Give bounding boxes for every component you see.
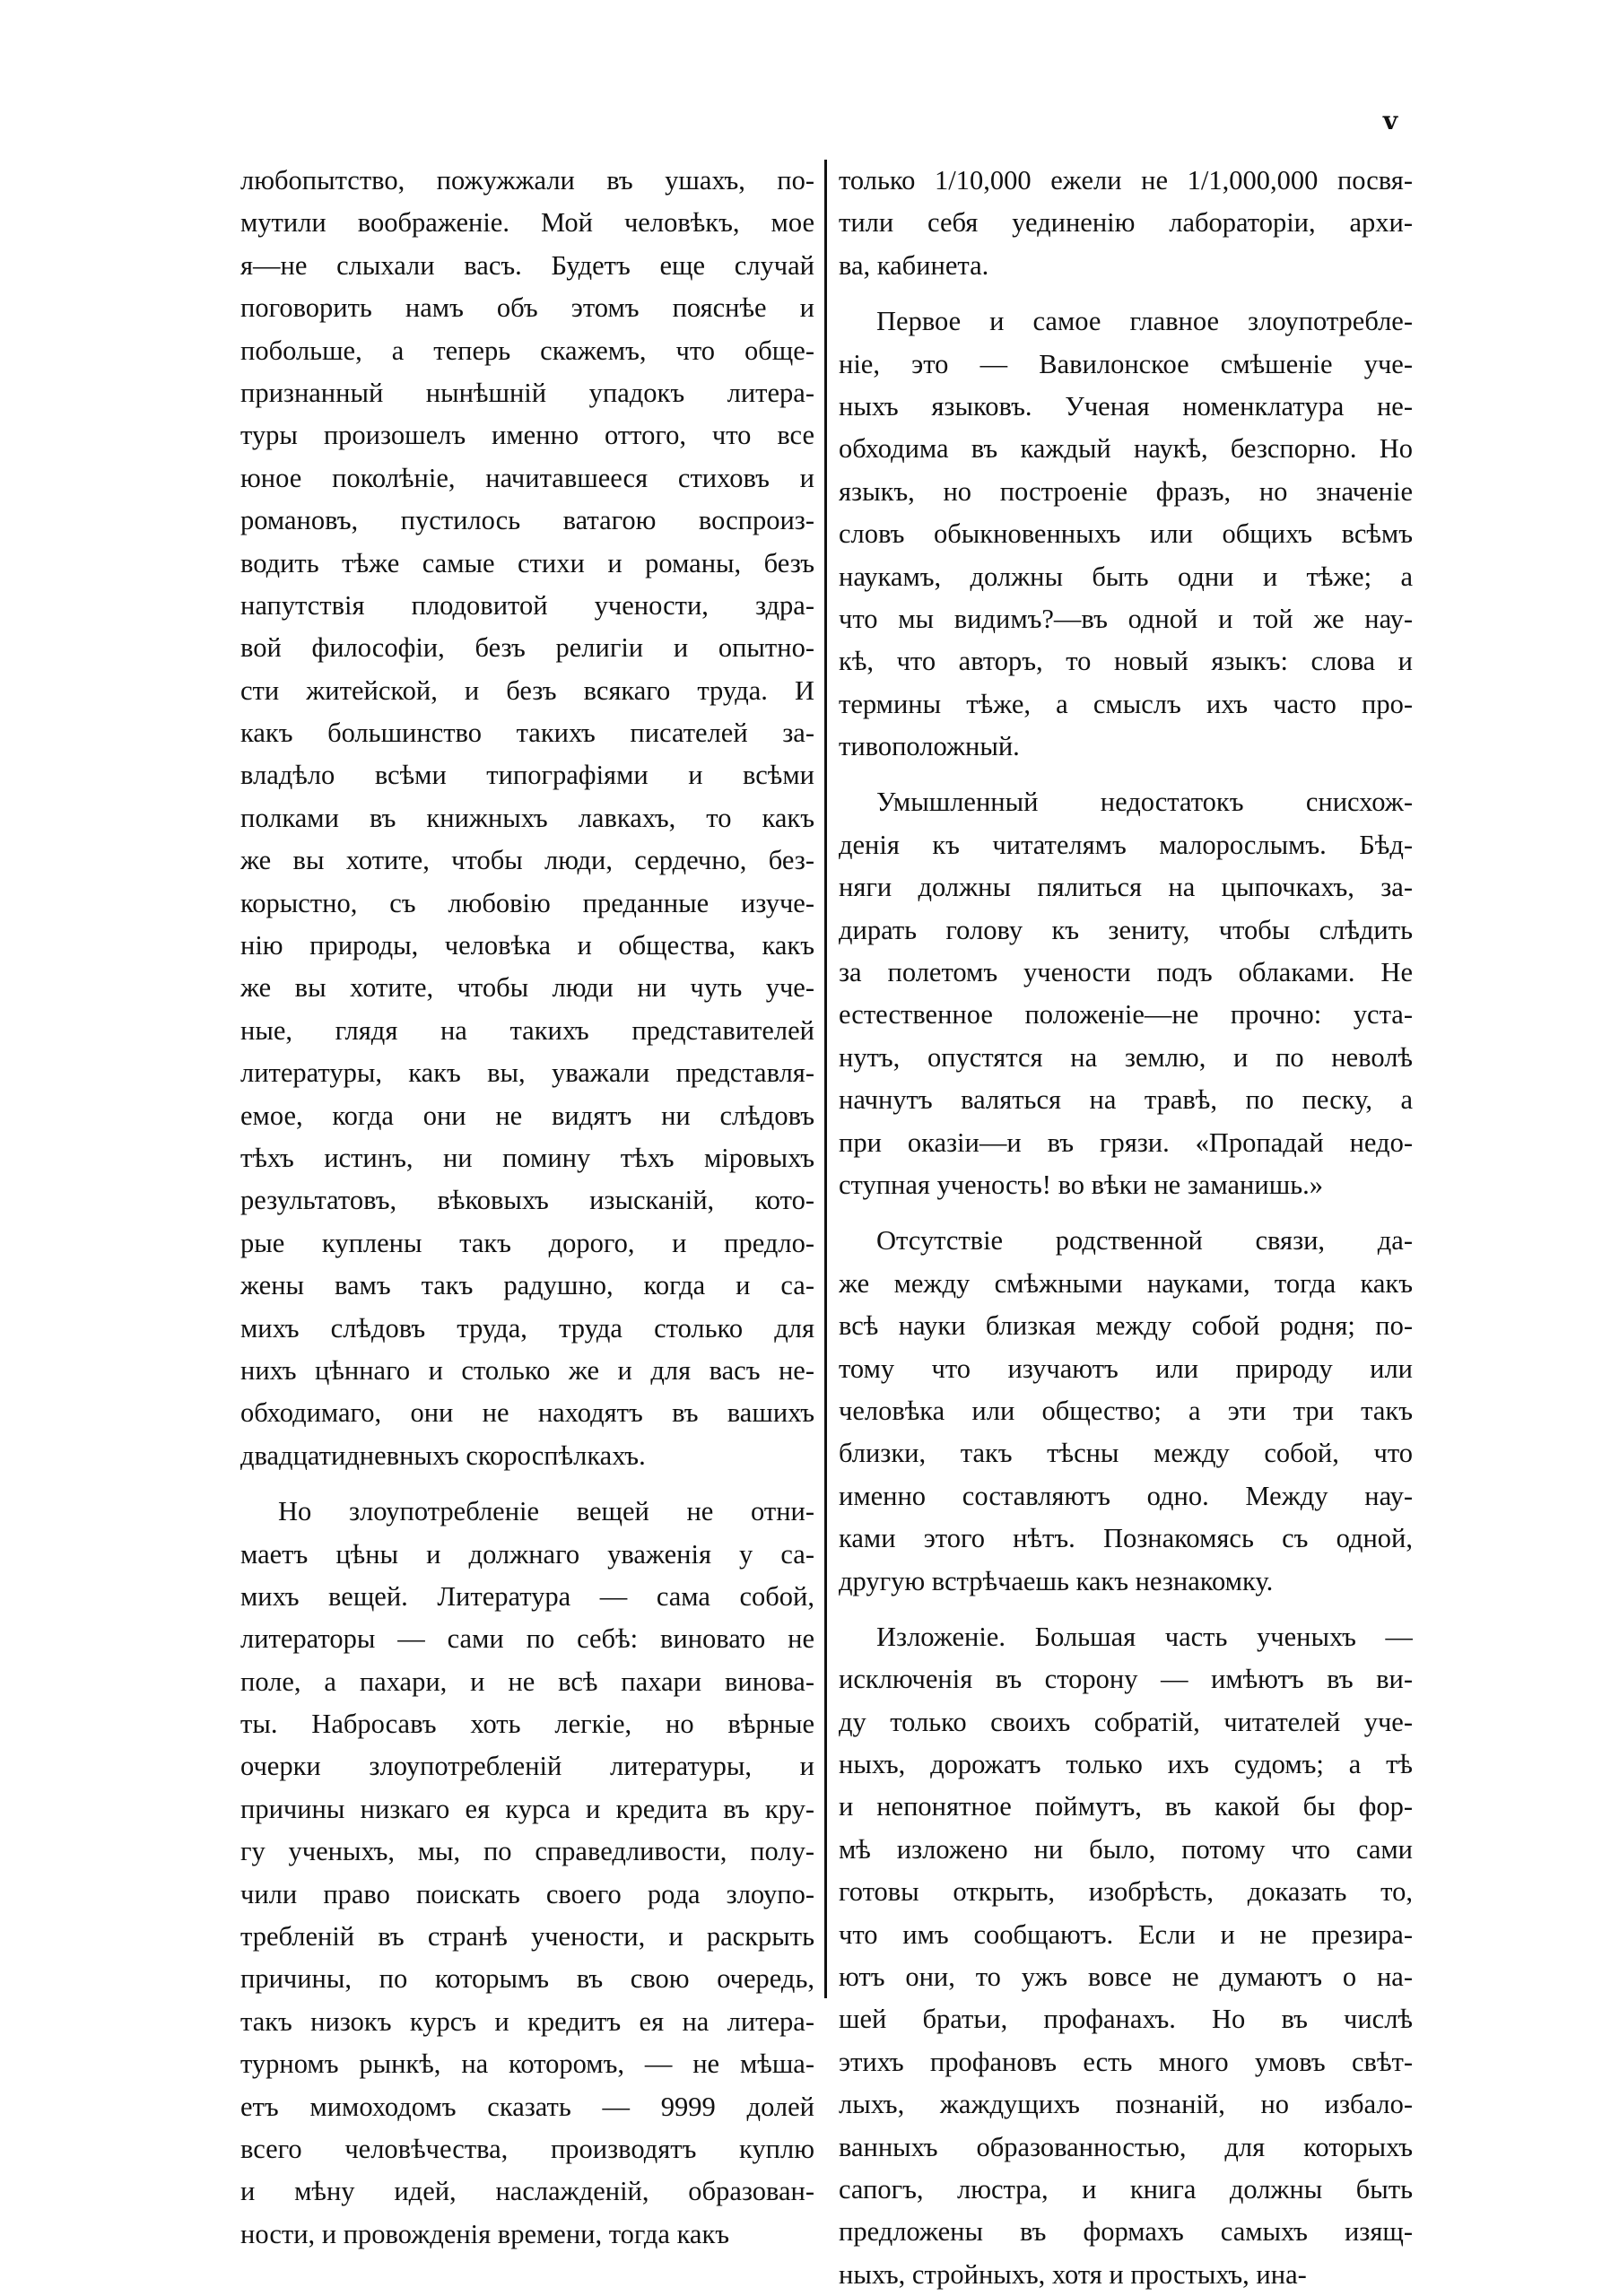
text-line: тили себя уединенію лабораторіи, архи- (839, 207, 1413, 239)
text-line: гу ученыхъ, мы, по справедливости, полу- (240, 1836, 814, 1867)
text-line: литературы, какъ вы, уважали представля- (240, 1057, 814, 1089)
text-line: ные, глядя на такихъ представителей (240, 1014, 814, 1046)
text-line: побольше, а теперь скажемъ, что обще- (240, 335, 814, 366)
text-line: етъ мимоходомъ сказать — 9999 долей (240, 2091, 814, 2122)
text-line: именно составляютъ одно. Между нау- (839, 1480, 1413, 1511)
text-line: ду только своихъ собратій, читателей уче- (839, 1706, 1413, 1737)
text-line: водить тѣже самые стихи и романы, безъ (240, 547, 814, 578)
text-line: полками въ книжныхъ лавкахъ, то какъ (240, 802, 814, 833)
text-line: же между смѣжными науками, тогда какъ (839, 1267, 1413, 1299)
text-line: рые куплены такъ дорого, и предло- (240, 1227, 814, 1258)
text-line: тому что изучаютъ или природу или (839, 1352, 1413, 1384)
text-line: нію природы, человѣка и общества, какъ (240, 930, 814, 961)
text-line: ныхъ, дорожатъ только ихъ судомъ; а тѣ (839, 1749, 1413, 1780)
text-line: обходимаго, они не находятъ въ вашихъ (240, 1397, 814, 1429)
text-line: шей братьи, профанахъ. Но въ числѣ (839, 2004, 1413, 2035)
text-line: Но злоупотребленіе вещей не отни- (278, 1496, 814, 1527)
text-line: ступная ученость! во вѣки не заманишь.» (839, 1169, 1323, 1200)
text-line: ютъ они, то ужъ вовсе не думаютъ о на- (839, 1961, 1413, 1993)
text-line: готовы открыть, изобрѣсть, доказать то, (839, 1876, 1413, 1908)
text-line: нутъ, опустятся на землю, и по неволѣ (839, 1041, 1413, 1073)
text-line: Первое и самое главное злоупотребле- (876, 306, 1413, 337)
text-line: термины тѣже, а смыслъ ихъ часто про- (839, 688, 1413, 719)
text-line: ты. Набросавъ хоть легкіе, но вѣрные (240, 1709, 814, 1740)
text-line: няги должны пялиться на цыпочкахъ, за- (839, 872, 1413, 903)
text-line: вой философіи, безъ религіи и опытно- (240, 632, 814, 664)
text-line: жены вамъ такъ радушно, когда и са- (240, 1270, 814, 1301)
column-divider (824, 160, 827, 1998)
text-line: человѣка или общество; а эти три такъ (839, 1395, 1413, 1426)
text-line: словъ обыкновенныхъ или общихъ всѣмъ (839, 518, 1413, 550)
text-line: двадцатидневныхъ скороспѣлкахъ. (240, 1439, 646, 1471)
text-line: емое, когда они не видятъ ни слѣдовъ (240, 1100, 814, 1131)
text-line: только 1/10,000 ежели не 1/1,000,000 посвя- (839, 165, 1413, 196)
text-line: ванныхъ образованностью, для которыхъ (839, 2131, 1413, 2162)
text-line: напутствія плодовитой учености, здра- (240, 589, 814, 621)
paragraph-gap (839, 287, 1413, 300)
text-line: ныхъ языковъ. Ученая номенклатура не- (839, 390, 1413, 422)
text-line: туры произошелъ именно оттого, что все (240, 420, 814, 451)
paragraph-gap (839, 1603, 1413, 1616)
text-line: ками этого нѣтъ. Познакомясь съ одной, (839, 1523, 1413, 1554)
text-line: при оказіи—и въ грязи. «Пропадай недо- (839, 1126, 1413, 1158)
text-line: и мѣну идей, наслажденій, образован- (240, 2176, 814, 2207)
text-line: естественное положеніе—не прочно: уста- (839, 999, 1413, 1031)
text-line: поговорить намъ объ этомъ пояснѣе и (240, 292, 814, 324)
text-line: за полетомъ учености подъ облаками. Не (839, 957, 1413, 988)
text-line: же вы хотите, чтобы люди ни чуть уче- (240, 972, 814, 1004)
text-line: признанный нынѣшній упадокъ литера- (240, 377, 814, 408)
text-line: сти житейской, и безъ всякаго труда. И (240, 674, 814, 706)
text-line: нихъ цѣннаго и столько же и для васъ не- (240, 1354, 814, 1386)
text-line: литераторы — сами по себѣ: виновато не (240, 1623, 814, 1655)
text-line: Изложеніе. Большая часть ученыхъ — (876, 1621, 1413, 1652)
text-line: ныхъ, стройныхъ, хотя и простыхъ, ина- (839, 2258, 1307, 2290)
text-line: причины, по которымъ въ свою очередь, (240, 1963, 814, 1995)
text-line: денія къ читателямъ малорослымъ. Бѣд- (839, 829, 1413, 860)
text-line: требленій въ странѣ учености, и раскрыть (240, 1921, 814, 1952)
paragraph-gap (839, 768, 1413, 781)
text-line: же вы хотите, чтобы люди, сердечно, без- (240, 845, 814, 876)
text-line: романовъ, пустилось ватагою воспроиз- (240, 505, 814, 536)
text-line: что мы видимъ?—въ одной и той же нау- (839, 603, 1413, 634)
text-line: сапогъ, люстра, и книга должны быть (839, 2173, 1413, 2205)
text-line: такъ низокъ курсъ и кредитъ ея на литера- (240, 2005, 814, 2037)
text-line: маетъ цѣны и должнаго уваженія у са- (240, 1538, 814, 1570)
paragraph-gap (240, 1477, 814, 1491)
text-line: предложены въ формахъ самыхъ изящ- (839, 2216, 1413, 2248)
paragraph-gap (839, 1206, 1413, 1220)
text-line: дирать голову къ зениту, чтобы слѣдить (839, 914, 1413, 945)
text-line: турномъ рынкѣ, на которомъ, — не мѣша- (240, 2048, 814, 2080)
text-line: языкъ, но построеніе фразъ, но значеніе (839, 475, 1413, 507)
text-line: тивоположный. (839, 731, 1020, 762)
text-line: михъ вещей. Литература — сама собой, (240, 1580, 814, 1612)
text-line: ности, и провожденія времени, тогда какъ (240, 2218, 730, 2249)
text-line: всѣ науки близкая между собой родня; по- (839, 1310, 1413, 1342)
text-line: всего человѣчества, производятъ куплю (240, 2133, 814, 2164)
text-line: и непонятное поймутъ, въ какой бы фор- (839, 1791, 1413, 1822)
text-line: юное поколѣніе, начитавшееся стиховъ и (240, 462, 814, 493)
text-line: очерки злоупотребленій литературы, и (240, 1751, 814, 1782)
text-line: начнутъ валяться на травѣ, по песку, а (839, 1084, 1413, 1116)
right-column (839, 160, 1413, 2296)
text-line: владѣло всѣми типографіями и всѣми (240, 760, 814, 791)
text-line: корыстно, съ любовію преданные изуче- (240, 887, 814, 918)
text-line: лыхъ, жаждущихъ познаній, но избало- (839, 2089, 1413, 2120)
text-line: кѣ, что авторъ, то новый языкъ: слова и (839, 646, 1413, 677)
text-line: ва, кабинета. (839, 249, 989, 281)
left-column (240, 160, 814, 2256)
text-line: я—не слыхали васъ. Будетъ еще случай (240, 249, 814, 281)
text-line: близки, такъ тѣсны между собой, что (839, 1438, 1413, 1469)
text-line: результатовъ, вѣковыхъ изысканій, кото- (240, 1185, 814, 1216)
text-line: мутили воображеніе. Мой человѣкъ, мое (240, 207, 814, 239)
text-line: что имъ сообщаютъ. Если и не презира- (839, 1918, 1413, 1950)
text-line: обходима въ каждый наукѣ, безспорно. Но (839, 433, 1413, 465)
text-line: поле, а пахари, и не всѣ пахари винова- (240, 1665, 814, 1697)
text-line: какъ большинство такихъ писателей за- (240, 718, 814, 749)
text-line: исключенія въ сторону — имѣютъ въ ви- (839, 1664, 1413, 1695)
text-line: этихъ профановъ есть много умовъ свѣт- (839, 2046, 1413, 2077)
text-line: ніе, это — Вавилонское смѣшеніе уче- (839, 348, 1413, 379)
text-line: Отсутствіе родственной связи, да- (876, 1225, 1413, 1257)
text-line: наукамъ, должны быть одни и тѣже; а (839, 561, 1413, 592)
text-line: тѣхъ истинъ, ни помину тѣхъ міровыхъ (240, 1142, 814, 1173)
text-line: мѣ изложено ни было, потому что сами (839, 1833, 1413, 1865)
text-line: Умышленный недостатокъ снисхож- (876, 787, 1413, 818)
text-line: любопытство, пожужжали въ ушахъ, по- (240, 165, 814, 196)
text-line: другую встрѣчаешь какъ незнакомку. (839, 1565, 1274, 1596)
page-number: v (1382, 106, 1398, 135)
text-line: причины низкаго ея курса и кредита въ кру- (240, 1793, 814, 1824)
text-line: чили право поискать своего рода злоупо- (240, 1878, 814, 1909)
text-line: михъ слѣдовъ труда, труда столько для (240, 1312, 814, 1344)
